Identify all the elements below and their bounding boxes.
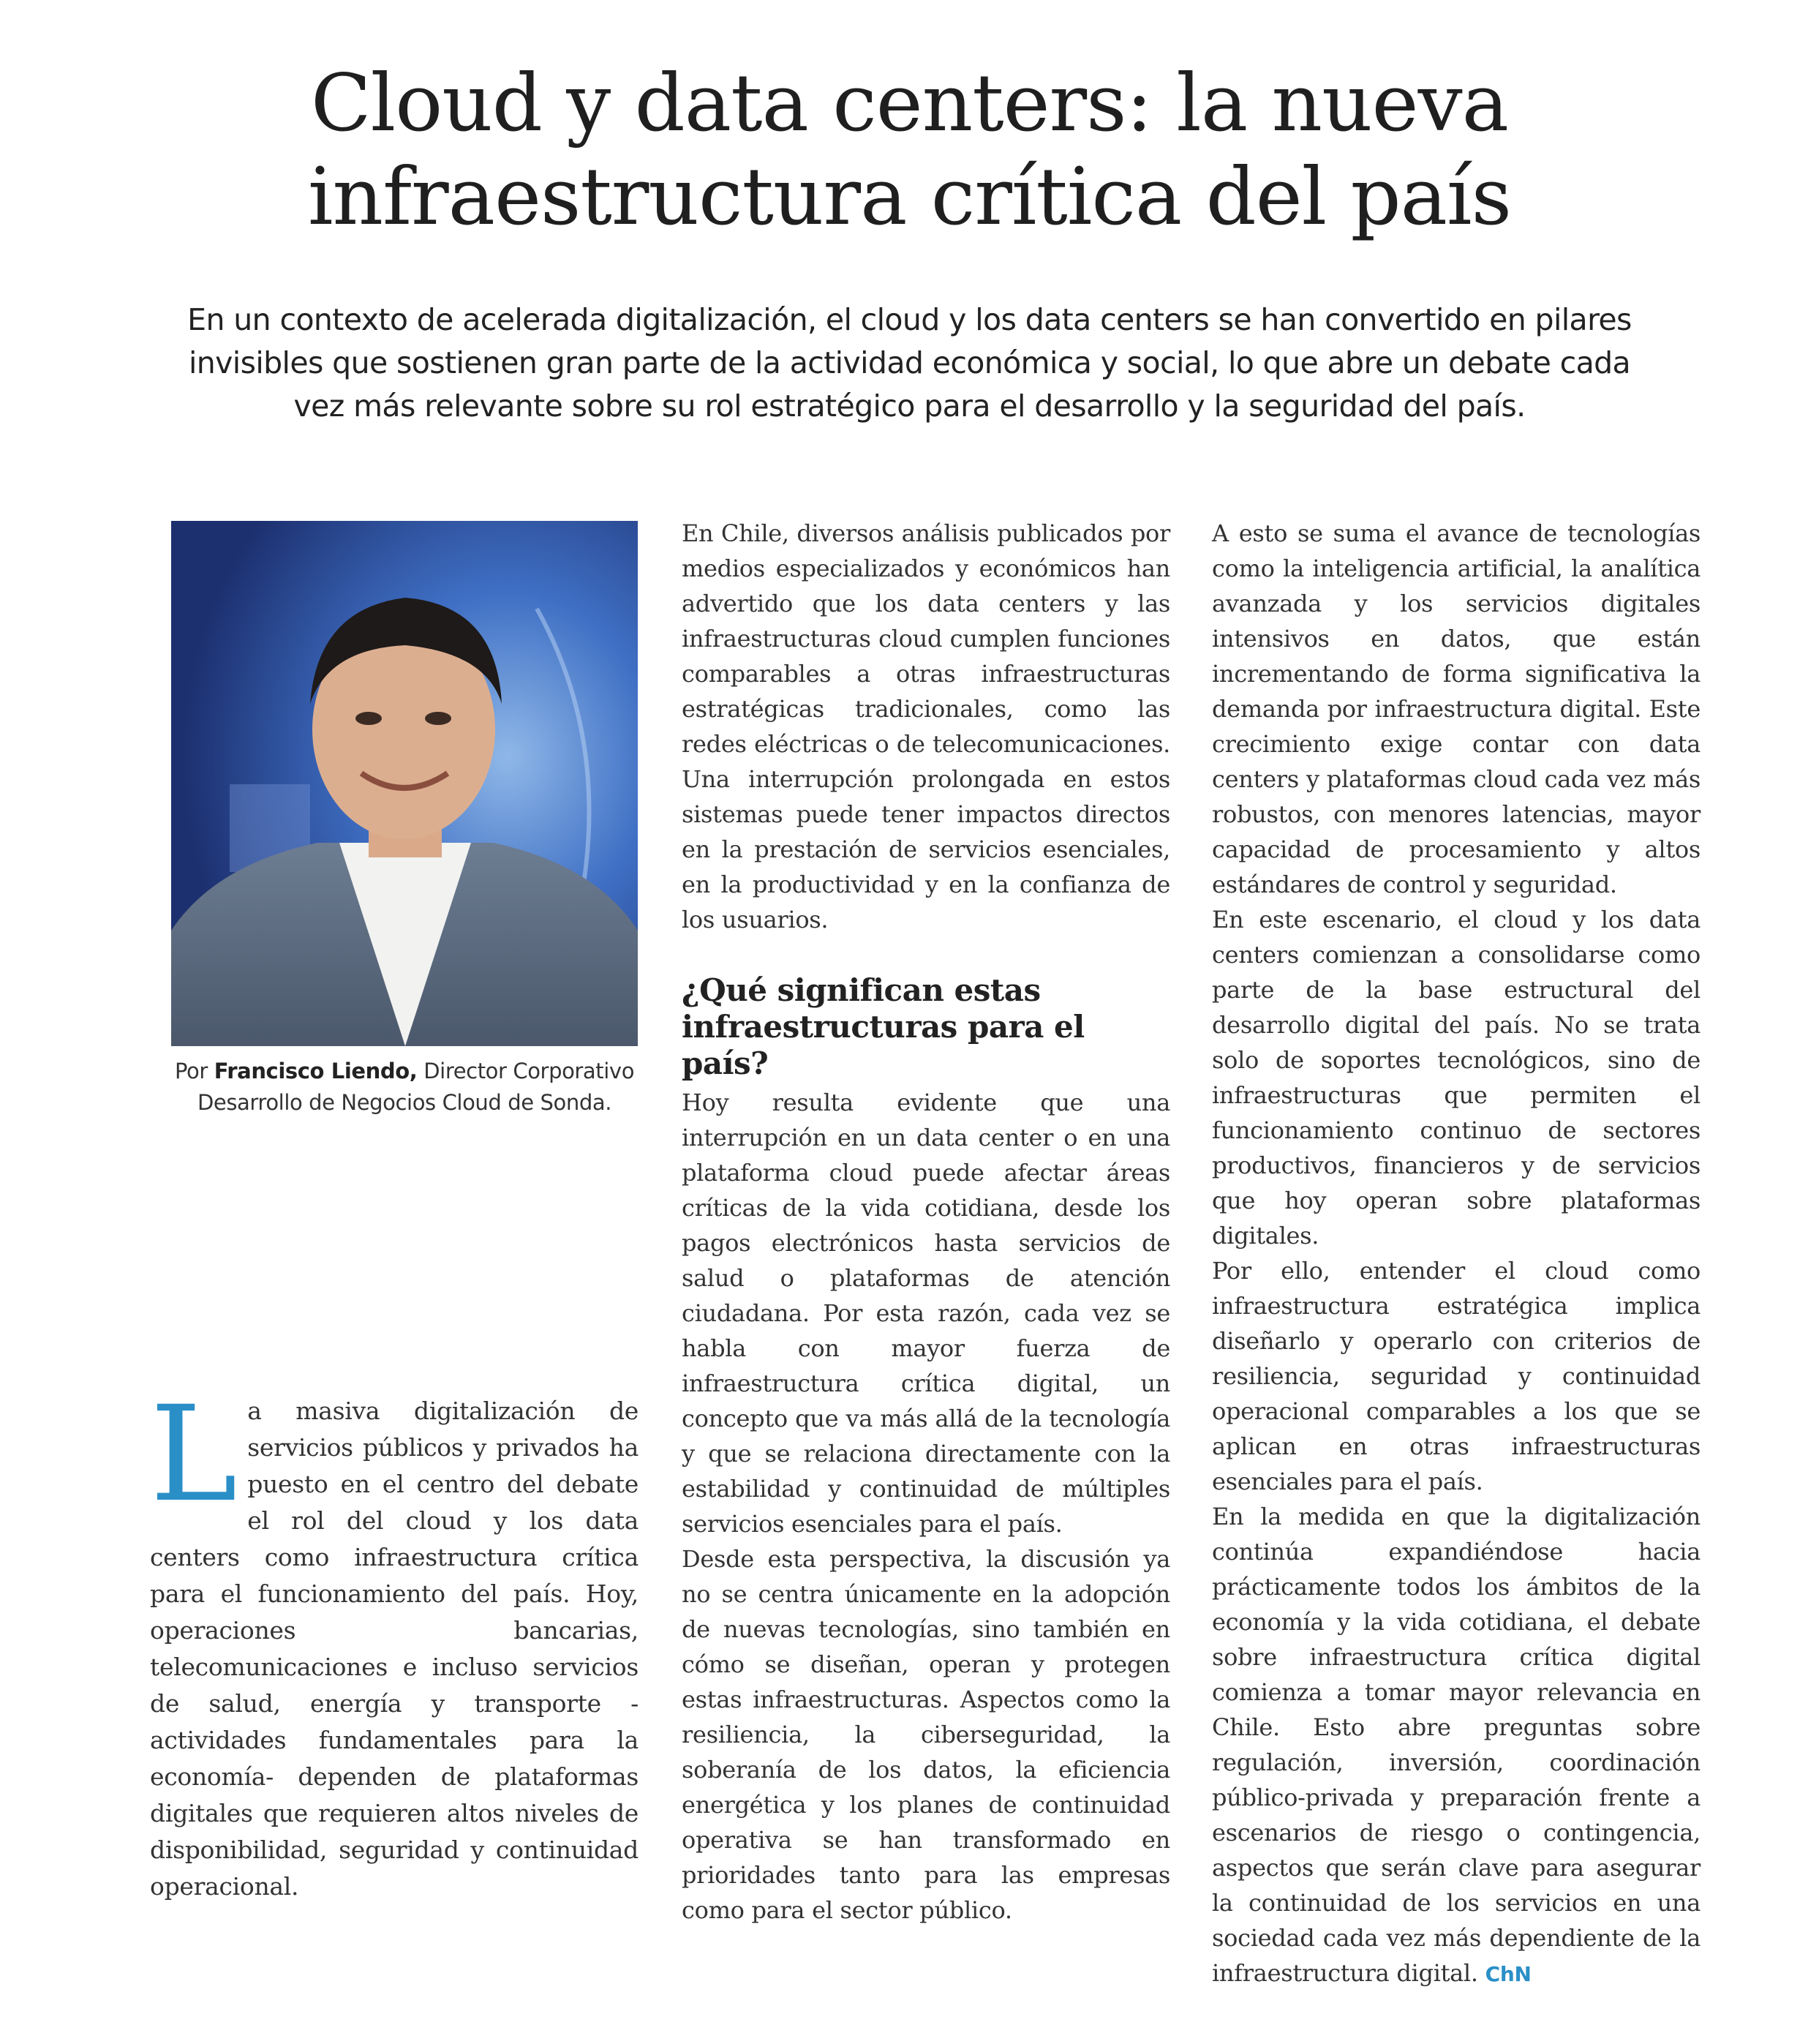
title-line-2: infraestructura crítica del país [307,151,1511,243]
caption-author-name: Francisco Liendo, [214,1059,418,1083]
paragraph-8 [1212,1499,1701,1992]
article-lead: En un contexto de acelerada digitalización, el cloud y los data centers se han convertido en pilares invisibles que sostienen gran parte de la actividad económica y social, lo que abre un debate cada vez más relevante sobre su rol estratégico para el desarrollo y la seguridad del país. [187,302,1632,424]
author-photo [171,521,638,1046]
paragraph-6: En este escenario, el cloud y los data centers comienzan a consolidarse como parte de la base estructural del desarrollo digital del país. No se trata solo de soportes tecnológicos, sino de infraestructuras que permiten el funcionamiento continuo de sectores productivos, financieros y de servicios que hoy operan sobre plataformas digitales. [1212,906,1701,1250]
column-2 [682,516,1170,1928]
drop-cap: L [150,1378,238,1531]
column-3 [1212,516,1701,1992]
signature: ChN [1485,1962,1532,1986]
paragraph-8-text: En la medida en que la digitalización continúa expandiéndose hacia prácticamente todos los ámbitos de la economía y la vida cotidiana, el debate sobre infraestructura crítica digital comienza a tomar mayor relevancia en Chile. Esto abre preguntas sobre regulación, inversión, coordinación público-privada y preparación frente a escenarios de riesgo o contingencia, aspectos que serán clave para asegurar la continuidad de los servicios en una sociedad cada vez más dependiente de la infraestructura digital. [1212,1503,1701,1987]
section-subhead: ¿Qué significan estas infraestructuras para el país? [682,972,1085,1081]
photo-caption [165,1056,644,1119]
caption-author-role: Director Corporativo Desarrollo de Negocios Cloud de Sonda. [197,1059,635,1115]
paragraph-2: En Chile, diversos análisis publicados por medios especializados y económicos han advertido que los data centers y las infraestructuras cloud cumplen funciones comparables a otras infraestructuras estratégicas tradicionales, como las redes eléctricas o de telecomunicaciones. Una interrupción prolongada en estos sistemas puede tener impactos directos en la prestación de servicios esenciales, en la productividad y en la confianza de los usuarios. [682,519,1170,933]
title-line-1: Cloud y data centers: la nueva [311,58,1508,149]
paragraph-5: A esto se suma el avance de tecnologías como la inteligencia artificial, la analítica avanzada y los servicios digitales intensivos en datos, que están incrementando de forma significativa la demanda por infraestructura digital. Este crecimiento exige contar con data centers y plataformas cloud cada vez más robustos, con menores latencias, mayor capacidad de procesamiento y altos estándares de control y seguridad. [1212,519,1701,898]
paragraph-1-text: a masiva digitalización de servicios públicos y privados ha puesto en el centro del debate el rol del cloud y los data centers como infraestructura crítica para el funcionamiento del país. Hoy, operaciones bancarias, telecomunicaciones e incluso servicios de salud, energía y transporte -actividades fundamentales para la economía- dependen de plataformas digitales que requieren altos niveles de disponibilidad, seguridad y continuidad operacional. [150,1397,639,1901]
caption-prefix: Por [174,1059,208,1083]
column-1 [150,1378,639,1905]
paragraph-7: Por ello, entender el cloud como infraestructura estratégica implica diseñarlo y operarlo con criterios de resiliencia, seguridad y continuidad operacional comparables a los que se aplican en otras infraestructuras esenciales para el país. [1212,1257,1701,1495]
paragraph-3: Hoy resulta evidente que una interrupción en un data center o en una plataforma cloud puede afectar áreas críticas de la vida cotidiana, desde los pagos electrónicos hasta servicios de salud o plataformas de atención ciudadana. Por esta razón, cada vez se habla con mayor fuerza de infraestructura crítica digital, un concepto que va más allá de la tecnología y que se relaciona directamente con la estabilidad y continuidad de múltiples servicios esenciales para el país. [682,1089,1170,1538]
paragraph-4: Desde esta perspectiva, la discusión ya no se centra únicamente en la adopción de nuevas tecnologías, sino también en cómo se diseñan, operan y protegen estas infraestructuras. Aspectos como la resiliencia, la ciberseguridad, la soberanía de los datos, la eficiencia energética y los planes de continuidad operativa se han transformado en prioridades tanto para las empresas como para el sector público. [682,1545,1170,1924]
article-title [0,57,1819,244]
paragraph-1 [150,1378,639,1905]
